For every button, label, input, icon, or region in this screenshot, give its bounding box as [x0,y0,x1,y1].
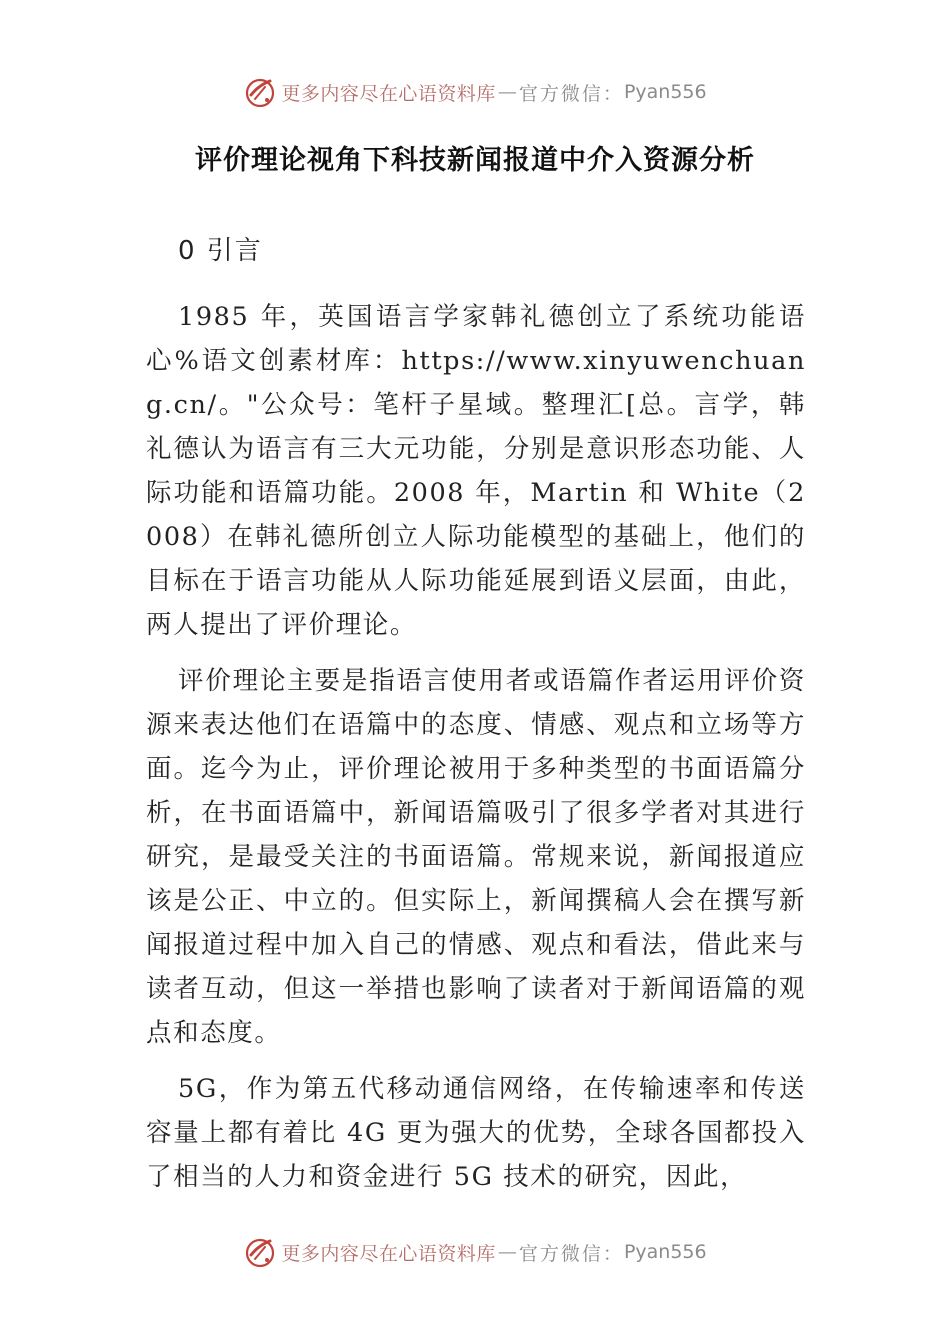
banner-site-text: 更多内容尽在心语资料库 [281,82,496,105]
brand-logo-icon [243,75,277,109]
banner-wechat-label: 官方微信： [518,1242,624,1265]
document-title: 评价理论视角下科技新闻报道中介入资源分析 [195,145,755,176]
brand-logo-icon [243,1235,277,1269]
footer-banner [0,1232,950,1272]
banner-wechat-id: Pyan556 [623,81,707,103]
banner-dash: — [497,81,517,103]
section-heading: 0 引言 [178,236,263,266]
banner-dash: — [497,1241,517,1263]
document-body [146,230,806,1211]
banner-wechat-label: 官方微信： [518,82,624,105]
banner-wechat-id: Pyan556 [623,1241,707,1263]
paragraph-3: 5G，作为第五代移动通信网络，在传输速率和传送容量上都有着比 4G 更为强大的优势，全球各国都投入了相当的人力和资金进行 5G 技术的研究，因此， [146,1074,806,1192]
paragraph-1: 1985 年，英国语言学家韩礼德创立了系统功能语心%语文创素材库：https://www.xinyuwenchuang.cn/。"公众号：笔杆子星域。整理汇[总。言学，韩礼德认为语言有三大元功能，分别是意识形态功能、人际功能和语篇功能。2008 年，Martin 和 White（2008）在韩礼德所创立人际功能模型的基础上，他们的目标在于语言功能从人际功能延展到语义层面，由此，两人提出了评价理论。 [146,302,806,640]
banner-site-text: 更多内容尽在心语资料库 [281,1242,496,1265]
header-banner [0,72,950,112]
paragraph-2: 评价理论主要是指语言使用者或语篇作者运用评价资源来表达他们在语篇中的态度、情感、观点和立场等方面。迄今为止，评价理论被用于多种类型的书面语篇分析，在书面语篇中，新闻语篇吸引了很多学者对其进行研究，是最受关注的书面语篇。常规来说，新闻报道应该是公正、中立的。但实际上，新闻撰稿人会在撰写新闻报道过程中加入自己的情感、观点和看法，借此来与读者互动，但这一举措也影响了读者对于新闻语篇的观点和态度。 [146,666,806,1048]
